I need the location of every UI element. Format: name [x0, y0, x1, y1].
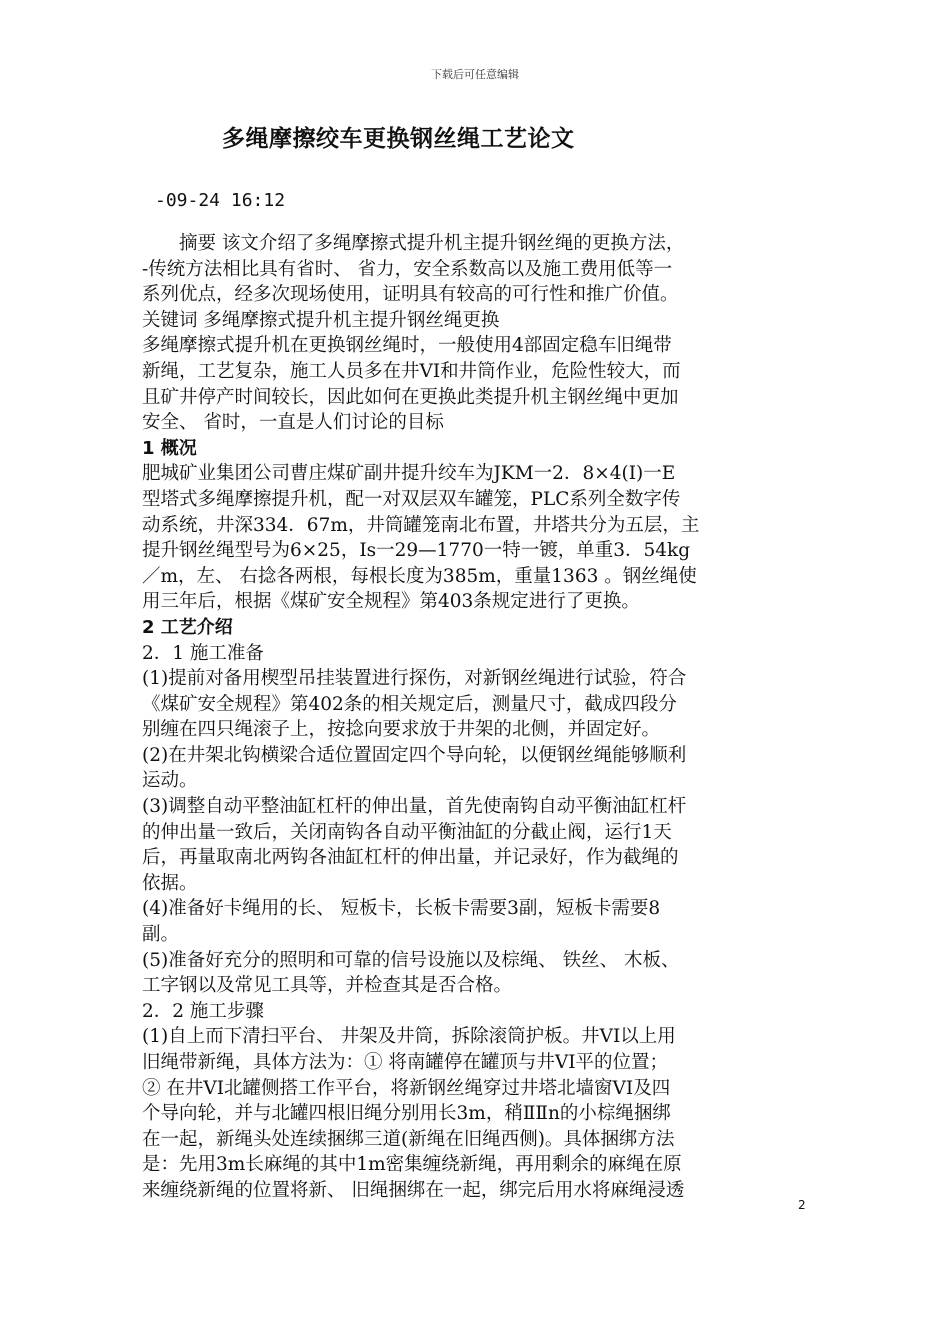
text-line: ② 在井VI北罐侧搭工作平台，将新钢丝绳穿过井塔北墙窗VI及四 [142, 1077, 671, 1099]
text-line: 来缠绕新绳的位置将新、 旧绳捆绑在一起，绑完后用水将麻绳浸透 [142, 1179, 685, 1201]
subsection-heading: 2．2 施工步骤 [142, 1000, 264, 1022]
text-line: ／m，左、 右捻各两根，每根长度为385m，重量1363 。钢丝绳使 [142, 565, 697, 587]
header-note: 下载后可任意编辑 [431, 68, 519, 81]
text-line: 后，再量取南北两钩各油缸杠杆的伸出量，并记录好，作为截绳的 [142, 847, 679, 869]
text-line: 副。 [142, 924, 180, 946]
text-line: (1)自上而下清扫平台、 井架及井筒，拆除滚筒护板。井VI以上用 [142, 1026, 676, 1048]
text-line: 安全、 省时，一直是人们讨论的目标 [142, 412, 444, 434]
text-line: 型塔式多绳摩擦提升机，配一对双层双车罐笼，PLC系列全数字传 [142, 488, 681, 510]
text-line: 摘要 该文介绍了多绳摩擦式提升机主提升钢丝绳的更换方法， [142, 233, 685, 254]
section-heading: 1 概况 [142, 437, 197, 459]
text-line: 肥城矿业集团公司曹庄煤矿副井提升绞车为JKM一2．8×4(I)一E [142, 463, 676, 485]
section-heading: 2 工艺介绍 [142, 616, 233, 638]
page-number: 2 [798, 1198, 806, 1212]
text-line: 的伸出量一致后，关闭南钩各自动平衡油缸的分截止阀，运行1天 [142, 821, 672, 843]
text-line: 提升钢丝绳型号为6×25，Is一29—1770一特一镀，单重3．54kg [142, 540, 691, 562]
text-line: 且矿井停产时间较长，因此如何在更换此类提升机主钢丝绳中更加 [142, 386, 679, 408]
text-line: 新绳，工艺复杂，施工人员多在井VI和井筒作业，危险性较大，而 [142, 360, 681, 382]
text-line: -传统方法相比具有省时、 省力，安全系数高以及施工费用低等一 [142, 258, 673, 280]
timestamp: -09-24 16:12 [155, 190, 286, 211]
keywords-line: 关键词 多绳摩擦式提升机主提升钢丝绳更换 [142, 309, 500, 331]
text-line: 旧绳带新绳，具体方法为：① 将南罐停在罐顶与井VI平的位置； [142, 1052, 669, 1073]
text-line: (2)在井架北钩横梁合适位置固定四个导向轮，以便钢丝绳能够顺利 [142, 744, 687, 766]
text-line: 依据。 [142, 872, 198, 894]
text-line: 系列优点，经多次现场使用，证明具有较高的可行性和推广价值。 [142, 284, 679, 306]
text-line: 工字钢以及常见工具等，并检查其是否合格。 [142, 975, 513, 997]
text-line: (1)提前对备用楔型吊挂装置进行探伤，对新钢丝绳进行试验，符合 [142, 668, 687, 690]
text-line: 运动。 [142, 770, 198, 792]
document-body [142, 231, 807, 1204]
text-line: 别缠在四只绳滚子上，按捻向要求放于井架的北侧，并固定好。 [142, 719, 661, 741]
document-title: 多绳摩擦绞车更换钢丝绳工艺论文 [222, 126, 575, 152]
text-line: 动系统，井深334．67m，井筒罐笼南北布置，井塔共分为五层，主 [142, 514, 700, 536]
text-line: (5)准备好充分的照明和可靠的信号设施以及棕绳、 铁丝、 木板、 [142, 949, 680, 971]
text-line: 多绳摩擦式提升机在更换钢丝绳时，一般使用4部固定稳车旧绳带 [142, 335, 672, 357]
text-line: 在一起，新绳头处连续捆绑三道(新绳在旧绳西侧)。具体捆绑方法 [142, 1128, 675, 1150]
text-line: 用三年后，根据《煤矿安全规程》第403条规定进行了更换。 [142, 591, 640, 613]
subsection-heading: 2．1 施工准备 [142, 642, 264, 664]
text-line: 个导向轮，并与北罐四根旧绳分别用长3m，稍ⅡⅡn的小棕绳捆绑 [142, 1103, 671, 1125]
text-line: (3)调整自动平整油缸杠杆的伸出量，首先使南钩自动平衡油缸杠杆 [142, 796, 687, 818]
text-line: (4)准备好卡绳用的长、 短板卡，长板卡需要3副，短板卡需要8 [142, 898, 661, 920]
text-line: 《煤矿安全规程》第402条的相关规定后，测量尺寸，截成四段分 [142, 693, 677, 715]
text-line: 是：先用3m长麻绳的其中1m密集缠绕新绳，再用剩余的麻绳在原 [142, 1154, 682, 1176]
